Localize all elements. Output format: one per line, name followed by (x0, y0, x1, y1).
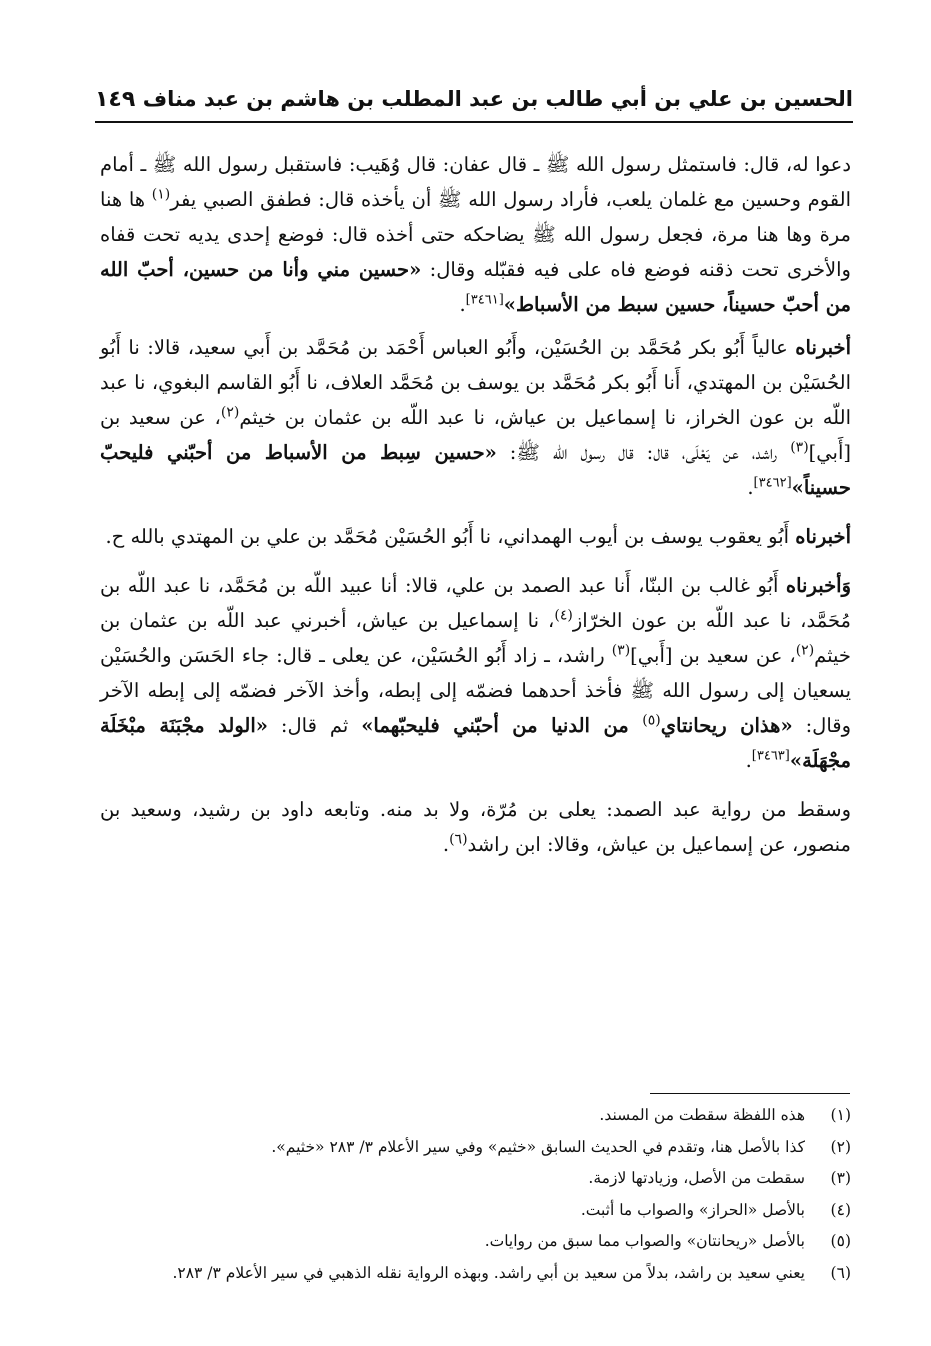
paragraph-text: أَبُو يعقوب يوسف بن أيوب الهمداني، نا أَبُو الحُسَيْن مُحَمَّد بن علي بن المهتدي بالله ح. (105, 525, 796, 548)
hadith-number: [٣٤٦١] (465, 292, 504, 308)
footnote-marker: (١) (151, 186, 171, 203)
paragraph-3 (100, 519, 851, 554)
paragraph-text: أَبُو غالب بن البنّا، أَنا عبد الصمد بن علي، قالا: أنا عبيد اللّه بن مُحَمَّد، نا عبد اللّه بن مُحَمَّد، نا عبد اللّه بن عون الخرّاز (100, 574, 852, 632)
footnote-item (100, 1163, 851, 1195)
footnote-marker: (٣) (611, 642, 631, 659)
footnote-marker: (٤) (554, 607, 573, 624)
paragraph-1 (100, 147, 851, 322)
footnote-marker: (٢) (220, 404, 240, 421)
paragraph-text: وسقط من رواية عبد الصمد: يعلى بن مُرّة، ولا بد منه. وتابعه داود بن رشيد، وسعيد بن منصور، عن إسماعيل بن عياش، وقالا: ابن راشد (100, 798, 851, 856)
paragraph-text: ، نا إسماعيل بن عياش، أخبرني عبد اللّه بن عثمان بن خيثم (100, 609, 851, 667)
isnad-lead: أخبرناه (795, 525, 851, 548)
footnote-marker: (٣) (790, 439, 809, 456)
footnote-marker: (٥) (642, 712, 661, 729)
footnote-number: (٣) (830, 1169, 851, 1187)
footnote-text: يعني سعيد بن راشد، بدلاً من سعيد بن أبي راشد. وبهذه الرواية نقله الذهبي في سير الأعلام ٣/ ٢٨٣. (172, 1263, 805, 1282)
paragraph-4 (100, 568, 851, 778)
hadith-quote: «هذان ريحانتاي (660, 714, 793, 737)
footnote-item (100, 1100, 851, 1132)
paragraph-text: دعوا له، قال: فاستمثل رسول الله ﷺ ـ قال عفان: قال وُهَيب: فاستقبل رسول الله ﷺ ـ أمام القوم وحسين مع غلمان يلعب، فأراد رسول الله ﷺ أن يأخذه قال: فطفق الصبي يفر (100, 153, 852, 211)
footnote-text: بالأصل «ريحانتان» والصواب مما سبق من روايات. (484, 1232, 805, 1250)
paragraph-text: ، عن سعيد بن [أَبي] (100, 406, 851, 464)
footnote-text: كذا بالأصل هنا، وتقدم في الحديث السابق «خثيم» وفي سير الأعلام ٣/ ٢٨٣ «خثيم». (271, 1137, 805, 1156)
isnad-lead: أخبرناه (795, 336, 851, 359)
footnote-item (100, 1132, 851, 1164)
footnote-number: (١) (830, 1106, 851, 1124)
footnote-text: هذه اللفظة سقطت من المسند. (599, 1106, 805, 1124)
running-head (95, 80, 853, 118)
hadith-quote: «حسين مني وأنا من حسين، أحبّ الله من أحبّ حسيناً، حسين سبط من الأسباط» (100, 258, 851, 316)
paragraph-text: ثم قال: (267, 714, 362, 737)
footnote-separator (650, 1093, 850, 1094)
sentence-end: . (747, 476, 754, 499)
paragraph-2 (100, 330, 851, 505)
footnote-item (100, 1195, 851, 1227)
footnote-text: بالأصل «الحراز» والصواب ما أثبت. (580, 1200, 805, 1219)
paragraph-text: راشد، ـ زاد أَبُو الحُسَيْن، عن يعلى ـ قال: جاء الحَسَن والحُسَيْن يسعيان إلى رسول الله ﷺ فأخذ أحدهما فضمّه إلى إبطه، وأخذ الآخر فضمّه إلى إبطه الآخر وقال: (100, 644, 851, 737)
footnote-marker: (٦) (449, 831, 468, 848)
sentence-end: . (459, 293, 466, 316)
header-rule (95, 121, 853, 123)
footnote-number: (٥) (830, 1232, 851, 1250)
hadith-number: [٣٤٦٣] (751, 748, 790, 764)
sentence-end: . (442, 833, 450, 856)
footnote-number: (٢) (830, 1137, 851, 1156)
footnote-number: (٤) (830, 1200, 851, 1219)
hadith-number: [٣٤٦٢] (753, 475, 792, 491)
footnote-number: (٦) (830, 1263, 851, 1282)
chapter-title: الحسين بن علي بن أبي طالب بن عبد المطلب بن هاشم بن عبد مناف (142, 87, 853, 111)
footnote-text: سقطت من الأصل، وزيادتها لازمة. (588, 1169, 805, 1187)
paragraph-text: عالياً أَبُو بكر مُحَمَّد بن الحُسَيْن، وأَبُو العباس أَحْمَد بن مُحَمَّد بن أَبي سعيد، قالا: نا أَبُو الحُسَيْن بن المهتدي، أَنا أَبُو بكر مُحَمَّد بن يوسف بن مُحَمَّد العلاف، نا أَبُو القاسم البغوي، نا عبد اللّه بن عون الخراز، نا إسماعيل بن عياش، نا عبد اللّه بن عثمان بن خيثم (100, 336, 851, 429)
paragraph-text: ، عن سعيد بن [أَبي] (630, 644, 796, 667)
page-number: ١٤٩ (95, 86, 136, 112)
footnote-marker: (٢) (795, 642, 815, 659)
sentence-end: . (745, 749, 752, 772)
isnad-lead: وَأخبرناه (785, 574, 851, 597)
paragraph-text: راشد، عن يَعْلَى، قال: قال رسول الله ﷺ: (496, 441, 791, 464)
hadith-quote: «الولد مجْبَنَة مبْخَلَة مجْهَلَة» (100, 714, 851, 772)
paragraph-5 (100, 792, 851, 862)
footnotes (100, 1100, 851, 1289)
main-text (100, 147, 851, 876)
paragraph-text: ها هنا مرة وها هنا مرة، فجعل رسول الله ﷺ يضاحكه حتى أخذه قال: فوضع إحدى يديه تحت قفاه والأخرى تحت ذقنه فوضع فاه على فيه فقبّله وقال: (100, 188, 851, 281)
footnote-item (100, 1258, 851, 1290)
hadith-quote: «حسين سِبط من الأسباط من أحبّني فليحبّ حسيناً» (100, 441, 851, 499)
footnote-item (100, 1226, 851, 1258)
hadith-quote: من الدنيا من أحبّني فليحبّهما» (361, 714, 643, 737)
